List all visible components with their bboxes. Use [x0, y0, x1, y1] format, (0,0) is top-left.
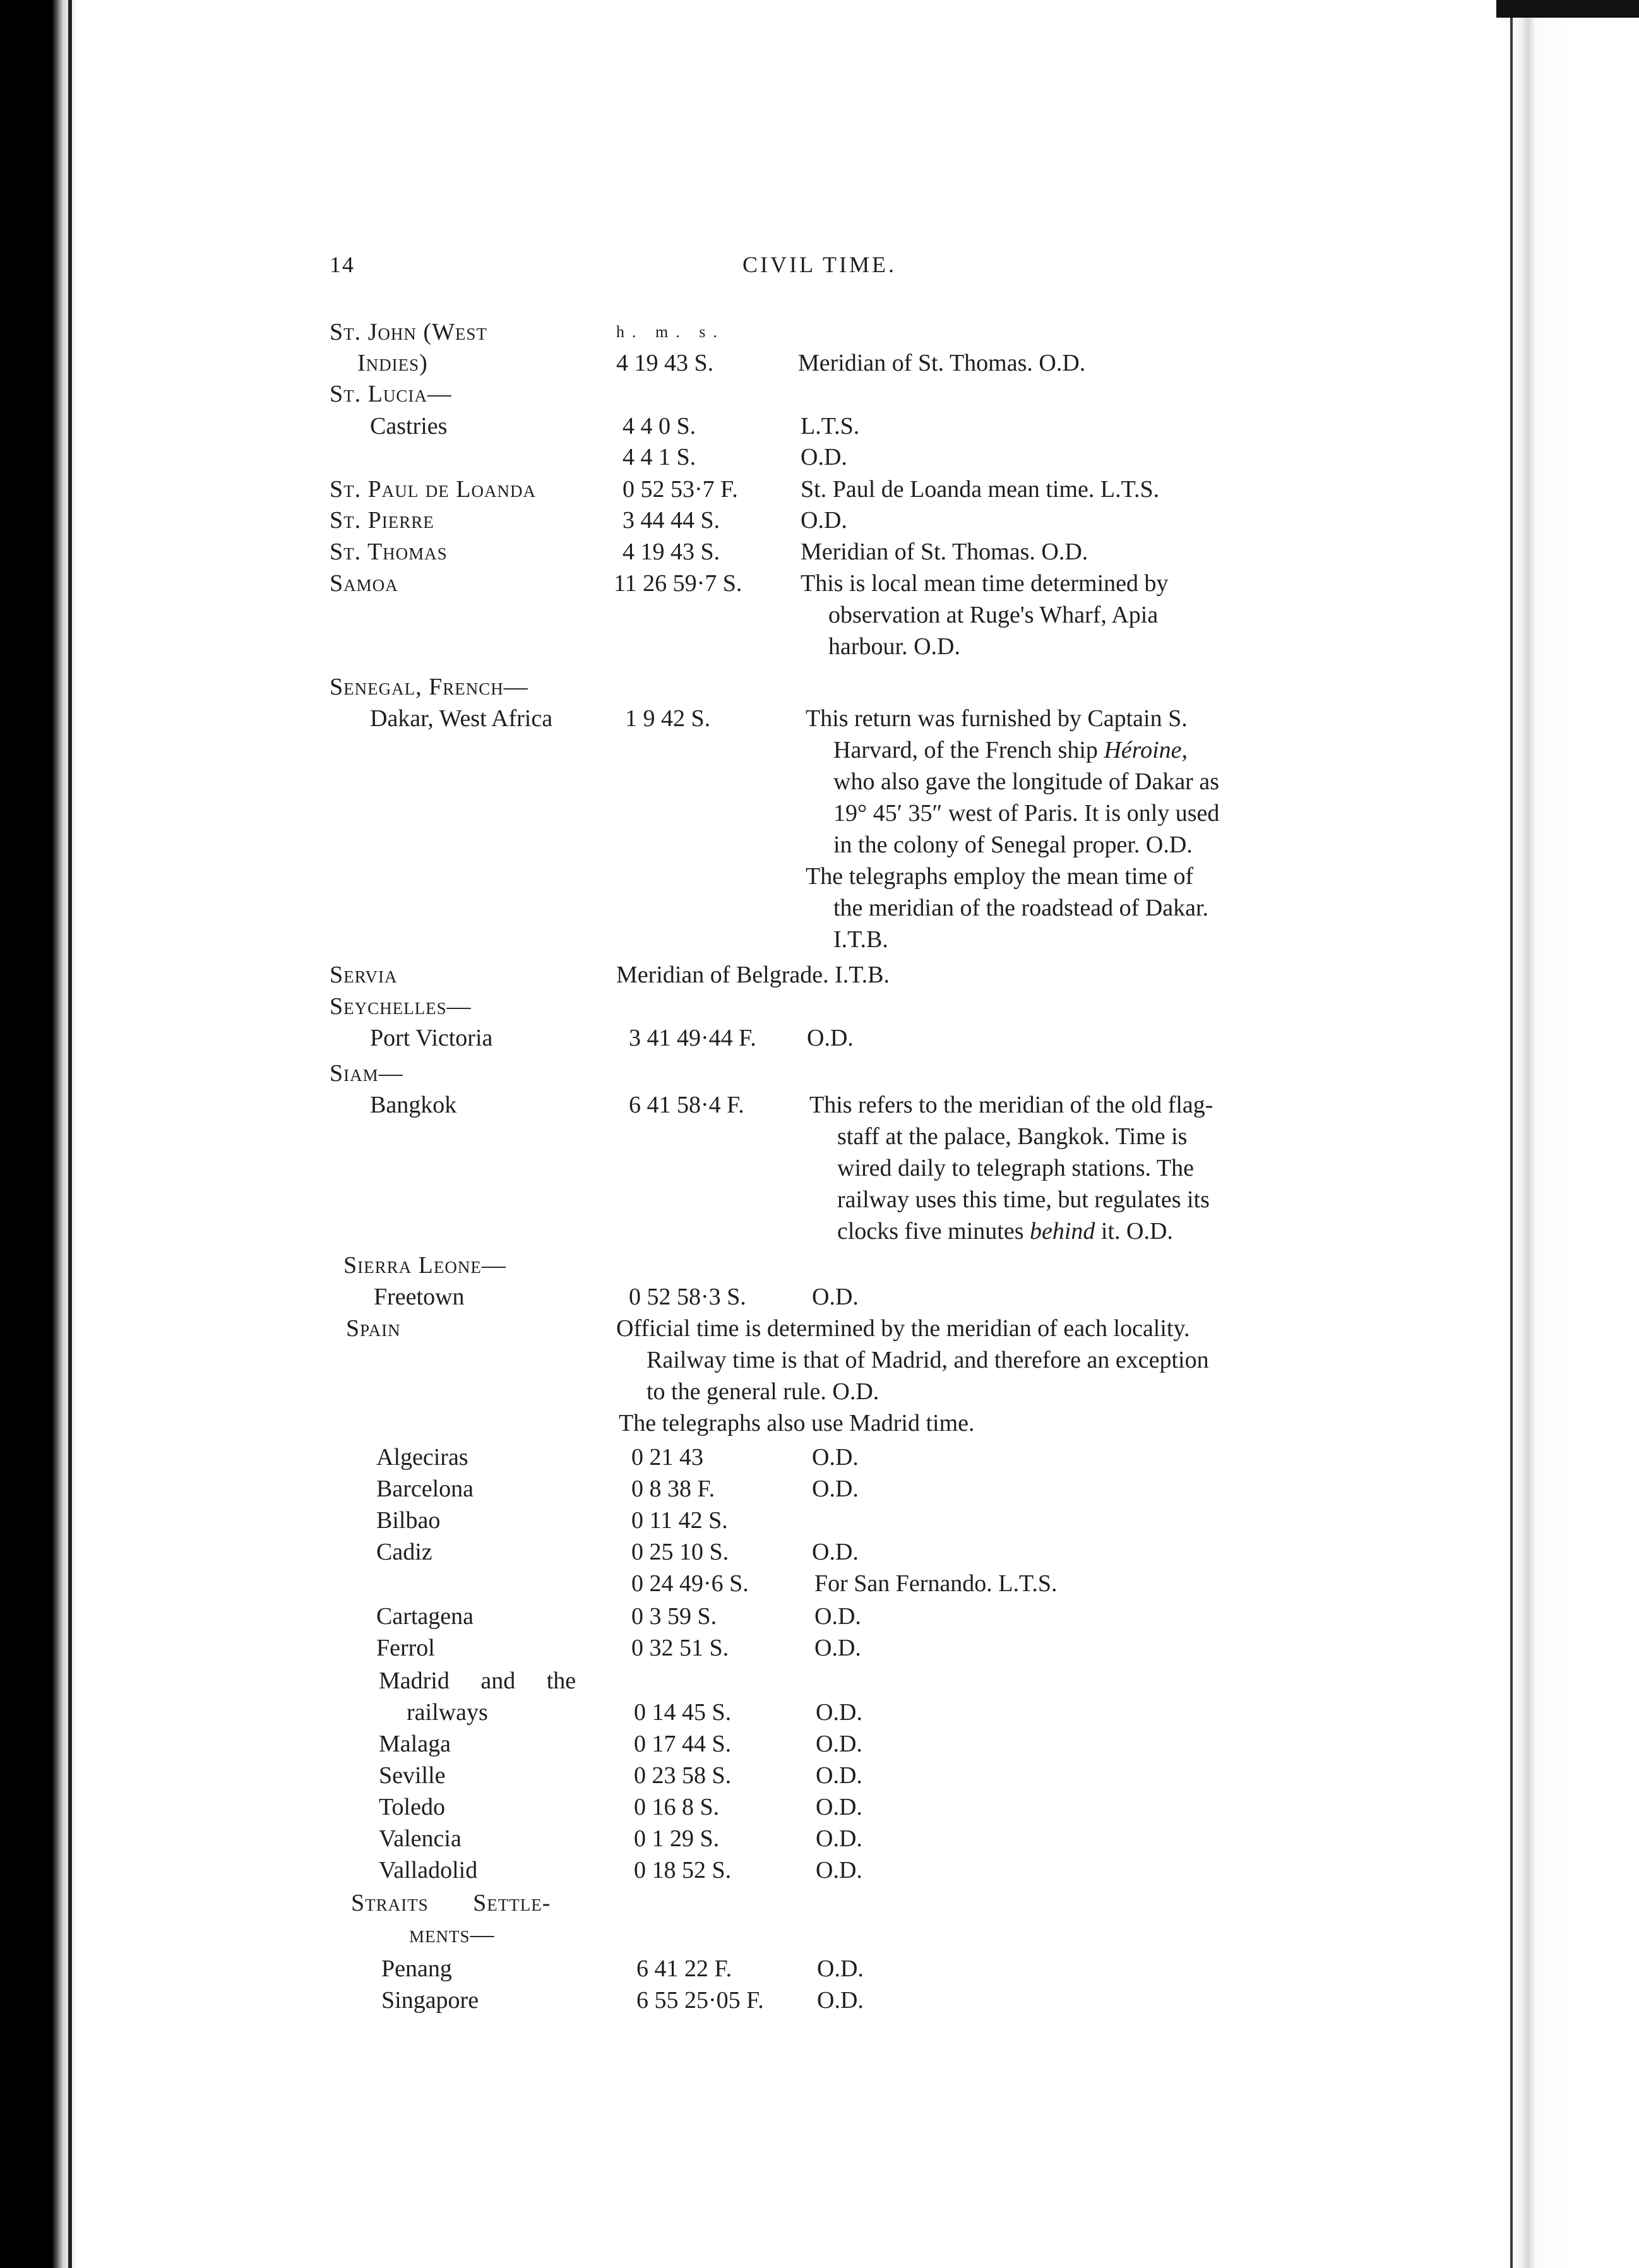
place-name: Straits Settle-	[351, 1890, 551, 1916]
sub-place-name: Bilbao	[376, 1507, 441, 1534]
note-line: Meridian of Belgrade. I.T.B.	[616, 962, 890, 988]
time-value: 0 11 42 S.	[631, 1507, 728, 1534]
note-line: O.D.	[816, 1794, 862, 1820]
time-value: 4 19 43 S.	[616, 350, 714, 376]
note-line: O.D.	[817, 1987, 864, 2014]
note-line: I.T.B.	[833, 926, 888, 953]
note-text: clocks five minutes	[837, 1218, 1024, 1244]
note-line: O.D.	[817, 1955, 864, 1982]
ship-name: Héroine,	[1104, 737, 1188, 763]
time-value: 0 24 49·6 S.	[631, 1570, 749, 1597]
time-value: 0 3 59 S.	[631, 1603, 717, 1630]
sub-place-name: Toledo	[379, 1794, 445, 1820]
place-name: St. Pierre	[330, 507, 434, 534]
time-value: 0 17 44 S.	[634, 1731, 732, 1757]
time-value: 11 26 59·7 S.	[614, 570, 742, 597]
page-number: 14	[330, 252, 355, 277]
sub-place-name: Algeciras	[376, 1444, 468, 1471]
note-line: to the general rule. O.D.	[647, 1378, 879, 1405]
note-line: O.D.	[816, 1762, 862, 1789]
time-value: 6 55 25·05 F.	[636, 1987, 764, 2014]
note-line: harbour. O.D.	[828, 633, 960, 660]
note-line: L.T.S.	[801, 413, 860, 439]
time-value: 1 9 42 S.	[625, 705, 711, 732]
time-value: 0 21 43	[631, 1444, 703, 1471]
note-line: O.D.	[812, 1284, 859, 1310]
time-value: 0 23 58 S.	[634, 1762, 732, 1789]
note-line: O.D.	[812, 1476, 859, 1502]
place-name: St. Lucia—	[330, 381, 452, 407]
note-line: The telegraphs employ the mean time of	[806, 863, 1194, 890]
note-line: Official time is determined by the meridian of each locality.	[616, 1315, 1190, 1342]
place-name: Samoa	[330, 570, 398, 597]
note-line: O.D.	[812, 1539, 859, 1565]
place-name: St. Thomas	[330, 539, 448, 565]
column-units: h. m. s.	[616, 323, 725, 341]
note-line: O.D.	[807, 1025, 854, 1051]
note-line: O.D.	[812, 1444, 859, 1471]
place-name-cont: ments—	[409, 1921, 495, 1948]
time-value: 0 8 38 F.	[631, 1476, 715, 1502]
note-text: it. O.D.	[1100, 1218, 1173, 1244]
time-value: 4 4 1 S.	[623, 444, 696, 470]
time-value: 6 41 58·4 F.	[629, 1092, 744, 1118]
time-value: 3 41 49·44 F.	[629, 1025, 756, 1051]
note-line: O.D.	[816, 1857, 862, 1883]
sub-place-name: Singapore	[381, 1987, 479, 2014]
note-line: For San Fernando. L.T.S.	[814, 1570, 1058, 1597]
note-line: observation at Ruge's Wharf, Apia	[828, 602, 1159, 628]
sub-place-name: Valencia	[379, 1825, 462, 1852]
sub-place-name-cont: railways	[407, 1699, 488, 1726]
place-name: Spain	[346, 1315, 401, 1342]
sub-place-name: Barcelona	[376, 1476, 474, 1502]
note-line	[837, 1216, 1173, 1246]
place-name: Sierra Leone—	[343, 1252, 506, 1279]
emphasis-text: behind	[1029, 1218, 1095, 1244]
time-value: 0 1 29 S.	[634, 1825, 720, 1852]
place-name: St. Paul de Loanda	[330, 476, 536, 503]
sub-place-name: Valladolid	[379, 1857, 478, 1883]
place-name: Senegal, French—	[330, 674, 528, 700]
note-text: Harvard, of the French ship	[833, 737, 1098, 763]
sub-place-name: Cartagena	[376, 1603, 474, 1630]
sub-place-name: Port Victoria	[370, 1025, 493, 1051]
sub-place-name: Cadiz	[376, 1539, 432, 1565]
time-value: 3 44 44 S.	[623, 507, 720, 534]
note-line: Meridian of St. Thomas. O.D.	[801, 539, 1088, 565]
note-line: St. Paul de Loanda mean time. L.T.S.	[801, 476, 1160, 503]
sub-place-name: Ferrol	[376, 1635, 435, 1661]
sub-place-name: Seville	[379, 1762, 446, 1789]
note-line: This return was furnished by Captain S.	[806, 705, 1188, 732]
sub-place-name: Castries	[370, 413, 448, 439]
time-value: 0 16 8 S.	[634, 1794, 720, 1820]
note-line: staff at the palace, Bangkok. Time is	[837, 1123, 1188, 1150]
sub-place-name: Bangkok	[370, 1092, 457, 1118]
place-name: St. John (West	[330, 319, 487, 345]
note-line: Railway time is that of Madrid, and therefore an exception	[647, 1347, 1209, 1373]
note-line: O.D.	[801, 507, 847, 534]
note-line: O.D.	[801, 444, 847, 470]
note-line: The telegraphs also use Madrid time.	[619, 1410, 975, 1436]
sub-place-name: Penang	[381, 1955, 452, 1982]
time-value: 4 19 43 S.	[623, 539, 720, 565]
place-name: Siam—	[330, 1060, 403, 1087]
note-line: in the colony of Senegal proper. O.D.	[833, 832, 1193, 858]
note-line: the meridian of the roadstead of Dakar.	[833, 895, 1209, 921]
note-line: wired daily to telegraph stations. The	[837, 1155, 1194, 1181]
note-line	[833, 735, 1188, 765]
note-line: 19° 45′ 35″ west of Paris. It is only used	[833, 800, 1220, 827]
note-line: O.D.	[814, 1635, 861, 1661]
time-value: 0 32 51 S.	[631, 1635, 729, 1661]
sub-place-name: Malaga	[379, 1731, 451, 1757]
note-line: This is local mean time determined by	[801, 570, 1169, 597]
time-value: 0 52 53·7 F.	[623, 476, 738, 503]
time-value: 6 41 22 F.	[636, 1955, 732, 1982]
place-name-cont: Indies)	[357, 350, 428, 376]
time-value: 0 18 52 S.	[634, 1857, 732, 1883]
note-line: railway uses this time, but regulates its	[837, 1186, 1210, 1213]
note-line: This refers to the meridian of the old flag-	[809, 1092, 1213, 1118]
note-line: O.D.	[816, 1731, 862, 1757]
note-line: O.D.	[816, 1825, 862, 1852]
time-value: 0 14 45 S.	[634, 1699, 732, 1726]
sub-place-name: Madrid and the	[379, 1668, 576, 1694]
page-header	[330, 251, 1517, 289]
note-line: O.D.	[816, 1699, 862, 1726]
running-title: CIVIL TIME.	[742, 252, 897, 277]
place-name: Seychelles—	[330, 993, 472, 1020]
time-value: 0 25 10 S.	[631, 1539, 729, 1565]
note-line: Meridian of St. Thomas. O.D.	[798, 350, 1086, 376]
note-line: O.D.	[814, 1603, 861, 1630]
place-name: Servia	[330, 962, 398, 988]
time-value: 0 52 58·3 S.	[629, 1284, 746, 1310]
note-line: who also gave the longitude of Dakar as	[833, 768, 1219, 795]
time-value: 4 4 0 S.	[623, 413, 696, 439]
sub-place-name: Dakar, West Africa	[370, 705, 553, 732]
sub-place-name: Freetown	[374, 1284, 465, 1310]
